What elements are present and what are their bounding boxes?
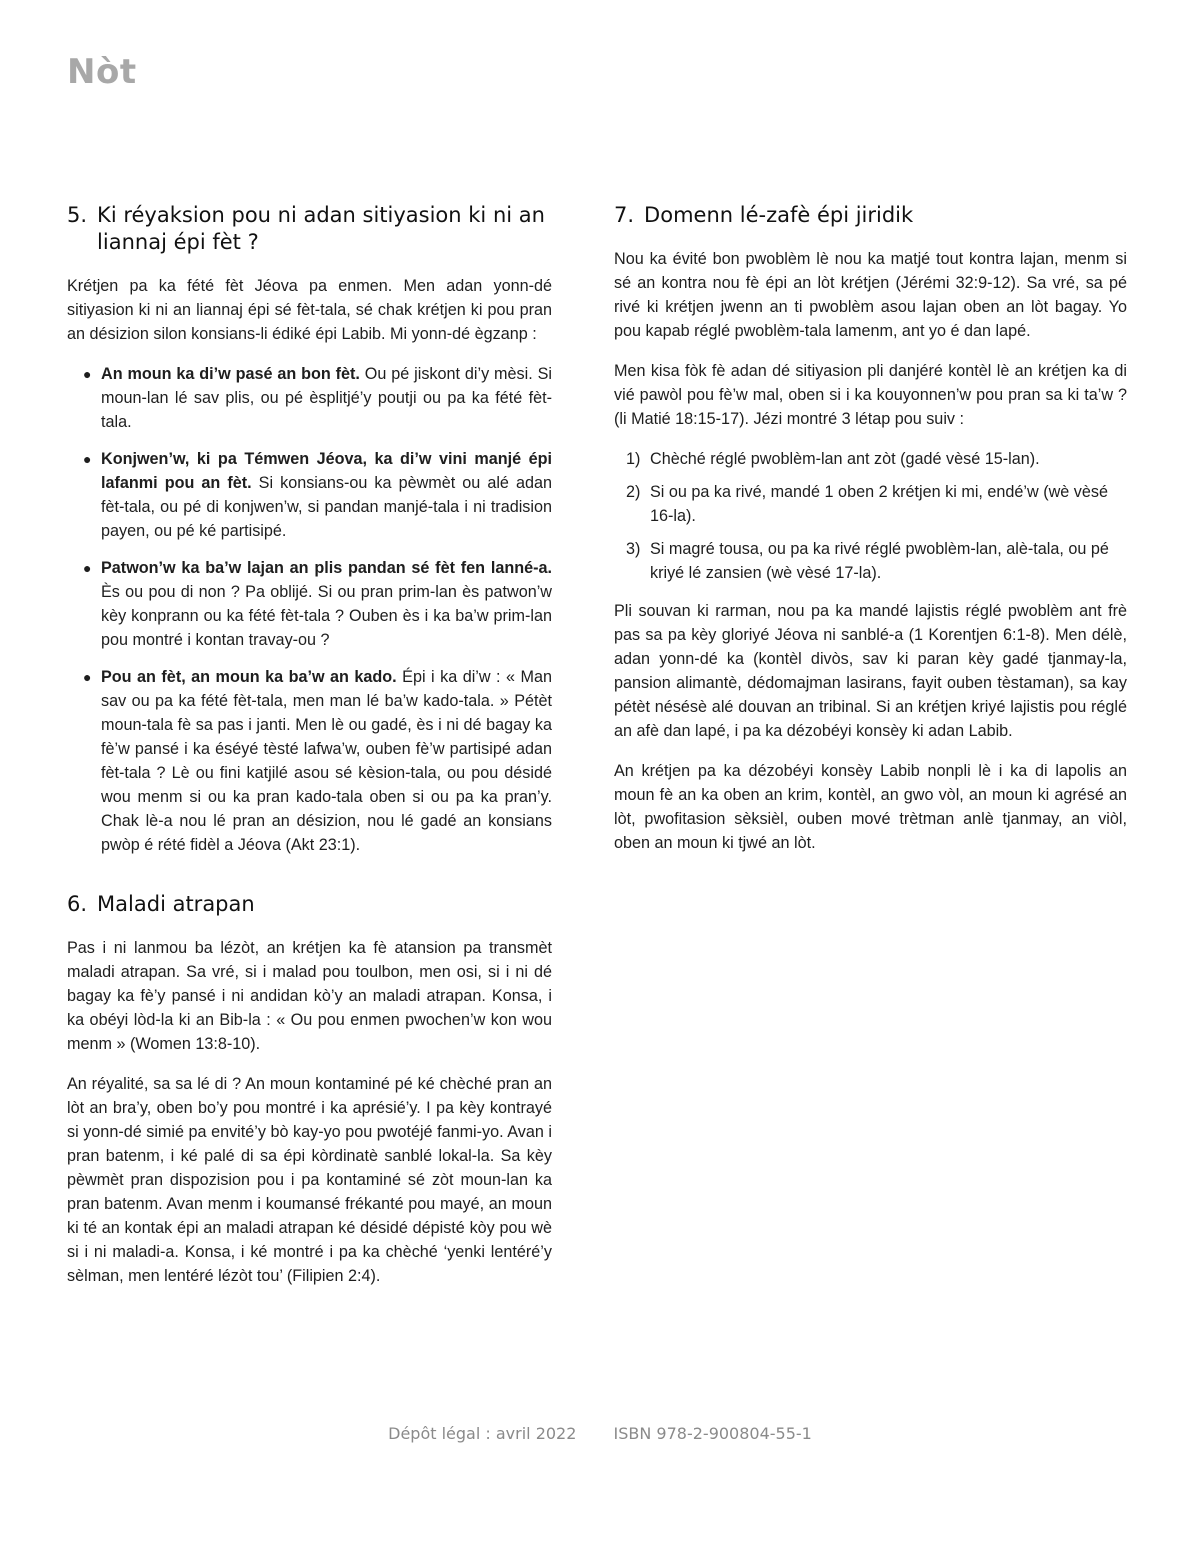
section-7-paragraph: An krétjen pa ka dézobéyi konsèy Labib nonpli lè i ka di lapolis an moun fè an ka oben an krim, kontèl, an gwo vòl, an moun ki agrésé an lòt, pwofitasion sèksièl, ouben mové trètman anlè tjanmay, an viòl, oben an moun ki tjwé an lòt. <box>614 762 1127 852</box>
step-number: 2) <box>626 483 641 501</box>
step-item <box>626 537 1127 585</box>
step-item <box>626 480 1127 528</box>
footer <box>0 1424 1200 1443</box>
section-6-paragraph: An réyalité, sa sa lé di ? An moun kontaminé pé ké chèché pran an lòt an bra’y, oben bo’y pou montré i ka aprésié’y. I pa kèy kontrayé si yonn-dé simié pa envité’y bò kay-yo pou pwotéjé fanmi-yo. Avan i pran batenm, i ké palé di sa épi kòrdinatè sanblé lokal-la. Sa kèy pèwmèt pran dispozision pou i pa kontaminé sé zòt moun-lan ka pran batenm. Avan menm i koumansé frékanté pou mayé, an moun ki té an kontak épi an maladi atrapan ké désidé dépisté kòy pou wè si i ni maladi-a. Konsa, i ké montré i pa ka chèché ‘yenki lentéré’y sèlman, men lentéré lézòt tou’ (Filipien 2:4). <box>67 1075 552 1285</box>
left-column <box>67 202 552 1304</box>
bullet-text: Ou pé jiskont di’y mèsi. Si moun-lan lé sav plis, ou pé èsplitjé’y poutji ou pa ka fété fèt-tala. <box>101 365 552 431</box>
step-item <box>626 447 1127 471</box>
section-6-heading <box>67 891 552 918</box>
bullet-icon: ● <box>83 669 92 685</box>
step-text: Si magré tousa, ou pa ka rivé réglé pwoblèm-lan, alè-tala, ou pé kriyé lé zansien (wè vèsé 17-la). <box>650 540 1109 582</box>
page-title: Nòt <box>67 52 137 92</box>
section-7-number: 7. <box>614 203 635 227</box>
section-5-title: Ki réyaksion pou ni adan sitiyasion ki ni an liannaj épi fèt ? <box>97 203 545 254</box>
bullet-icon: ● <box>83 366 92 382</box>
section-7-paragraph: Nou ka évité bon pwoblèm lè nou ka matjé tout kontra lajan, menm si sé an kontra nou fè épi an lòt krétjen (Jérémi 32:9-12). Sa vré, sa pé rivé ki krétjen jwenn an ti pwoblèm asou lajan oben an lòt bagay. Yo pou kapab réglé pwoblèm-tala lamenm, ant yo é dan lapé. <box>614 250 1127 340</box>
bullet-bold: Pou an fèt, an moun ka ba’w an kado. <box>101 668 397 686</box>
bullet-text: Épi i ka di’w : « Man sav ou pa ka fété fèt-tala, men man lé ba’w kado-tala. » Pétèt moun-tala fè sa pas i janti. Men lè ou gadé, ès i ni dé bagay ka fè’w pansé i ka éséyé tèsté lafwa’w, ouben fè’w partisipé adan fèt-tala ? Lè ou fini katjilé asou sé kèsion-tala, ou pou désidé wou menm si ou ka pran kado-tala oben si ou pa ka pran’y. Chak lè-a nou lé pran an désizion, nou lé gadé an konsians pwòp é rété fidèl a Jéova (Akt 23:1). <box>101 668 553 854</box>
bullet-bold: Konjwen’w, ki pa Témwen Jéova, ka di’w vini manjé épi lafanmi pou an fèt. <box>101 450 552 492</box>
step-number: 3) <box>626 540 641 558</box>
bullet-item <box>81 447 552 543</box>
bullet-item <box>81 362 552 434</box>
section-7-heading <box>614 202 1127 229</box>
section-5-intro: Krétjen pa ka fété fèt Jéova pa enmen. Men adan yonn-dé sitiyasion ki ni an liannaj épi sé fèt-tala, sé chak krétjen ki pou pran an désizion silon konsians-li édiké épi Labib. Mi yonn-dé ègzanp : <box>67 277 552 343</box>
step-text: Chèché réglé pwoblèm-lan ant zòt (gadé vèsé 15-lan). <box>650 450 1040 468</box>
step-text: Si ou pa ka rivé, mandé 1 oben 2 krétjen ki mi, endé’w (wè vèsé 16-la). <box>650 483 1108 525</box>
section-7-steps-list <box>614 447 1127 585</box>
bullet-bold: An moun ka di’w pasé an bon fèt. <box>101 365 360 383</box>
section-5-number: 5. <box>67 203 88 227</box>
section-5-bullet-list <box>67 362 552 857</box>
section-6-title: Maladi atrapan <box>97 892 255 916</box>
section-7-paragraph: Pli souvan ki rarman, nou pa ka mandé lajistis réglé pwoblèm ant frè pas sa pa kèy gloriyé Jéova ni sanblé-a (1 Korentjen 6:1-8). Men délè, adan yonn-dé ka (kontèl divòs, sav ki paran kèy gadé tjanmay-la, pansion alimantè, dédomajman lasirans, fayit ouben tèstaman), sa kay pétèt nésésè alé douvan an tribinal. Si an krétjen kriyé lajistis pou réglé an afè dan lapé, i pa ka dézobéyi konsèy ki adan Labib. <box>614 602 1127 740</box>
step-number: 1) <box>626 450 641 468</box>
bullet-icon: ● <box>83 451 92 467</box>
section-5-heading <box>67 202 552 256</box>
legal-deposit: Dépôt légal : avril 2022 <box>388 1424 577 1443</box>
bullet-bold: Patwon’w ka ba’w lajan an plis pandan sé fèt fen lanné-a. <box>101 559 552 577</box>
bullet-text: Ès ou pou di non ? Pa oblijé. Si ou pran prim-lan ès patwon’w kèy konprann ou ka fété fèt-tala ? Ouben ès i ka ba’w prim-lan pou montré i kontan travay-ou ? <box>101 583 552 649</box>
bullet-text: Si konsians-ou ka pèwmèt ou alé adan fèt-tala, ou pé di konjwen’w, si pandan manjé-tala i ni tradision payen, ou pé ké partisipé. <box>101 474 552 540</box>
section-7-paragraph: Men kisa fòk fè adan dé sitiyasion pli danjéré kontèl lè an krétjen ka di vié pawòl pou fè’w mal, oben si i ka kouyonnen’w pou pran sa ki ta’w ? (li Matié 18:15-17). Jézi montré 3 létap pou suiv : <box>614 362 1127 428</box>
isbn: ISBN 978-2-900804-55-1 <box>613 1424 812 1443</box>
right-column <box>614 202 1127 871</box>
section-7-title: Domenn lé-zafè épi jiridik <box>644 203 914 227</box>
section-6-paragraph: Pas i ni lanmou ba lézòt, an krétjen ka fè atansion pa transmèt maladi atrapan. Sa vré, si i malad pou toulbon, men osi, si i ni dé bagay ka fè’y pansé i ni andidan kò’y an maladi atrapan. Konsa, i ka obéyi lòd-la ki an Bib-la : « Ou pou enmen pwochen’w kon wou menm » (Women 13:8-10). <box>67 939 552 1053</box>
bullet-item <box>81 556 552 652</box>
bullet-item <box>81 665 552 857</box>
bullet-icon: ● <box>83 560 92 576</box>
section-6-number: 6. <box>67 892 88 916</box>
